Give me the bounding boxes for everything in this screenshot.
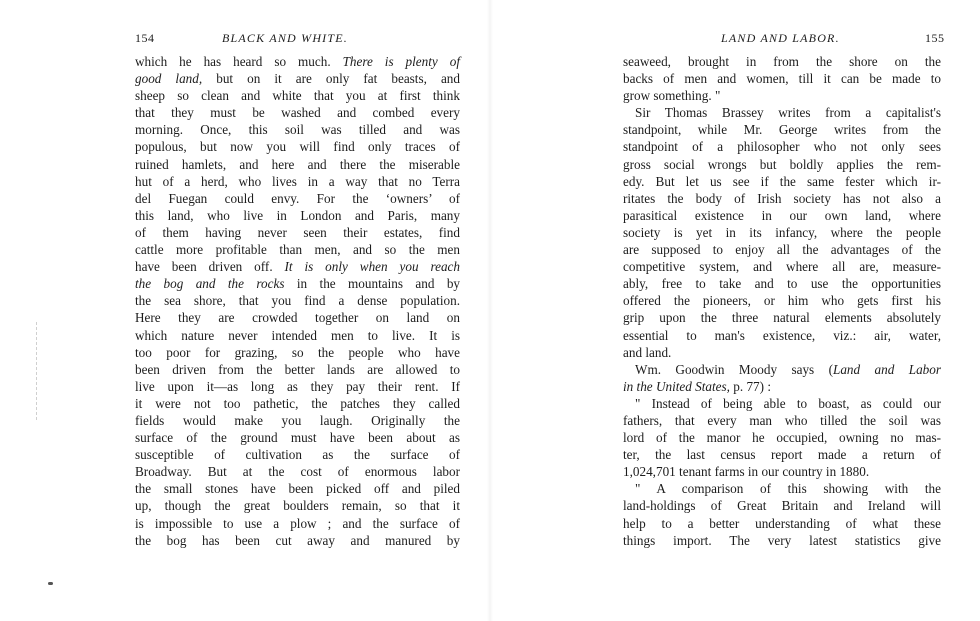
text-line: standpoint, while Mr. George writes from the [623,122,941,138]
text-line: too poor for grazing, so the people who have [135,344,460,360]
text-line: have been driven off. It is only when you reach [135,259,460,275]
text-line: fathers, that every man who tilled the soil was [623,412,941,428]
text-line: competitive system, and where all are, measure- [623,259,941,275]
text-line: grip upon the three natural elements absolutely [623,310,941,326]
left-text-column [135,53,460,549]
text-line: gross social wrongs but boldly applies the rem- [623,156,941,172]
scan-artifact-line [36,322,37,422]
text-line: society is yet in its infancy, where the people [623,224,941,240]
text-line: ter, the last census report made a return of [623,447,941,463]
right-page-number: 155 [925,31,945,45]
right-page [490,0,980,621]
text-line: live upon it—as long as they pay their rent. If [135,378,460,394]
text-line: which nature never intended men to live. It is [135,327,460,343]
text-line: backs of men and women, till it can be made to [623,71,941,87]
text-line: " Instead of being able to boast, as could our [635,395,941,411]
text-line: susceptible of cultivation as the surface of [135,447,460,463]
text-line: and land. [623,344,672,360]
text-line: 1,024,701 tenant farms in our country in 1880. [623,464,870,480]
text-line: the bog and the rocks in the mountains and by [135,276,461,292]
text-line: in the United States, p. 77) : [623,378,771,394]
text-line: hut of a herd, who lives in a way that no Terra [135,173,460,189]
text-line: cattle more profitable than men, and so the men [135,242,460,258]
text-line: morning. Once, this soil was tilled and was [135,122,460,138]
text-line: populous, but now you will find only traces of [135,139,460,155]
text-line: lord of the manor he occupied, owning no mas- [623,430,941,446]
text-line: offered the pioneers, or him who gets first his [623,293,941,309]
text-line: parasitical existence in our own land, where [623,207,941,223]
text-line: Here they are crowded together on land on [135,310,460,326]
text-line: the bog has been cut away and manured by [135,532,460,548]
text-line: fields would make you laugh. Originally the [135,412,460,428]
text-line: seaweed, brought in from the shore on the [623,54,941,69]
text-line: this land, who live in London and Paris, many [135,207,460,223]
text-line: good land, but on it are only fat beasts, and [135,71,460,87]
scan-artifact-speck [48,582,53,585]
text-line: that they must be washed and combed every [135,105,460,121]
text-line: is impossible to use a plow ; and the surface of [135,515,460,531]
text-line: ruined hamlets, and here and there the miserable [135,156,460,172]
text-line: land-holdings of Great Britain and Ireland will [623,498,941,514]
left-running-head: BLACK AND WHITE. [222,31,348,45]
left-page-number: 154 [135,31,155,45]
text-line: it were not too pathetic, the patches they called [135,395,460,411]
text-line: are supposed to enjoy all the advantages of the [623,242,941,258]
text-line: help to a better understanding of what these [623,515,941,531]
text-line: standpoint of a philosopher who not only sees [623,139,941,155]
text-line: " A comparison of this showing with the [635,481,941,497]
text-line: ritates the body of Irish society has not also a [623,190,941,206]
text-line: del Fuegan could envy. For the ‘owners’ of [135,190,460,206]
text-line: grow something. " [623,88,721,104]
text-line: been driven from the better lands are allowed to [135,361,460,377]
text-line: edy. But let us see if the same fester which ir- [623,173,941,189]
text-line: surface of the ground must have been about as [135,430,460,446]
text-line: ably, free to take and to use the opportunities [623,276,941,292]
text-line: Broadway. But at the cost of enormous labor [135,464,460,480]
right-text-column [623,53,941,549]
text-line: of them having never seen their estates, find [135,224,460,240]
text-line: which he has heard so much. There is plenty of [135,54,460,69]
text-line: things import. The very latest statistics give [623,532,941,548]
text-line: the small stones have been picked off and piled [135,481,460,497]
text-line: up, though the great boulders remain, so that it [135,498,460,514]
text-line: the sea shore, that you find a dense population. [135,293,460,309]
text-line: sheep so clean and white that you at first think [135,88,460,104]
text-line: Wm. Goodwin Moody says (Land and Labor [635,361,941,377]
text-line: essential to man's existence, viz.: air, water, [623,327,941,343]
text-line: Sir Thomas Brassey writes from a capitalist's [635,105,941,121]
right-running-head: LAND AND LABOR. [721,31,840,45]
